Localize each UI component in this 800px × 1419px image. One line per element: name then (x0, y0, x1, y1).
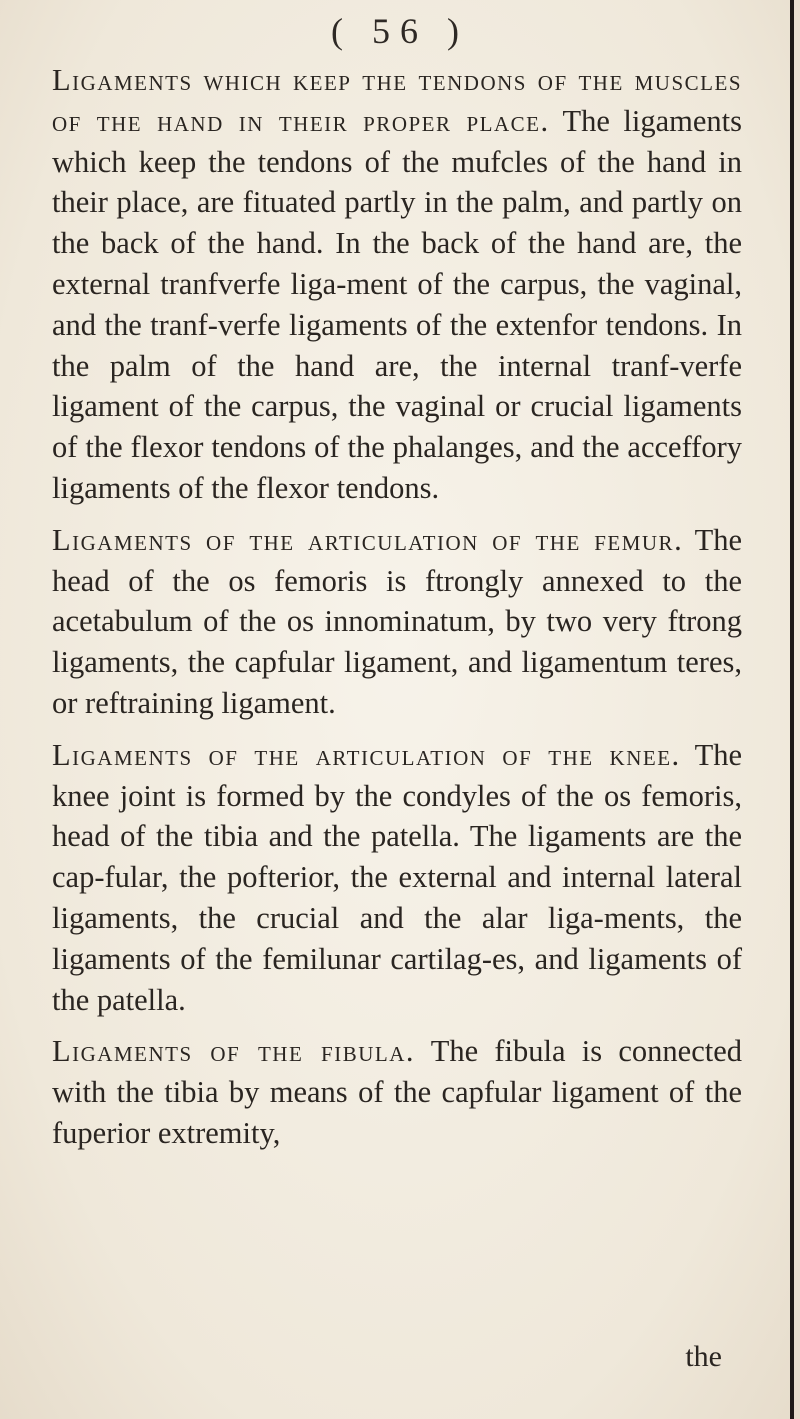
section-body: The fibula is connected with the tibia by means of the capfular ligament of the fuperior extremity, (52, 1034, 742, 1150)
section-knee-ligaments (52, 735, 742, 1021)
section-body: The ligaments which keep the tendons of the mufcles of the hand in their place, are fituated partly in the palm, and partly on the back of the hand. In the back of the hand are, the external tranfverfe liga-ment of the carpus, the vaginal, and the tranf-verfe ligaments of the extenfor tendons. In the palm of the hand are, the internal tranf-verfe ligament of the carpus, the vaginal or crucial ligaments of the flexor tendons of the phalanges, and the acceffory ligaments of the flexor tendons. (52, 103, 742, 505)
section-heading: Ligaments of the fibula. (52, 1034, 416, 1069)
section-hand-tendon-ligaments (52, 60, 742, 509)
section-body: The head of the os femoris is ftrongly annexed to the acetabulum of the os innominatum, by two very ftrong ligaments, the capfular ligament, and ligamentum teres, or reftraining ligament. (52, 522, 742, 720)
section-heading: Ligaments which keep the tendons of the muscles of the hand in their proper place. (52, 63, 742, 138)
catchword: the (685, 1340, 722, 1373)
section-fibula-ligaments (52, 1031, 742, 1153)
section-heading: Ligaments of the articulation of the femur. (52, 522, 684, 557)
section-femur-ligaments (52, 520, 742, 724)
section-heading: Ligaments of the articulation of the knee. (52, 737, 681, 772)
page-body (52, 60, 742, 1165)
page-edge-shadow (790, 0, 794, 1419)
section-body: The knee joint is formed by the condyles of the os femoris, head of the tibia and the patella. The ligaments are the cap-fular, the pofterior, the external and internal lateral ligaments, the crucial and the alar liga-ments, the ligaments of the femilunar cartilag-es, and ligaments of the patella. (52, 737, 742, 1017)
page-number: ( 56 ) (331, 11, 469, 51)
